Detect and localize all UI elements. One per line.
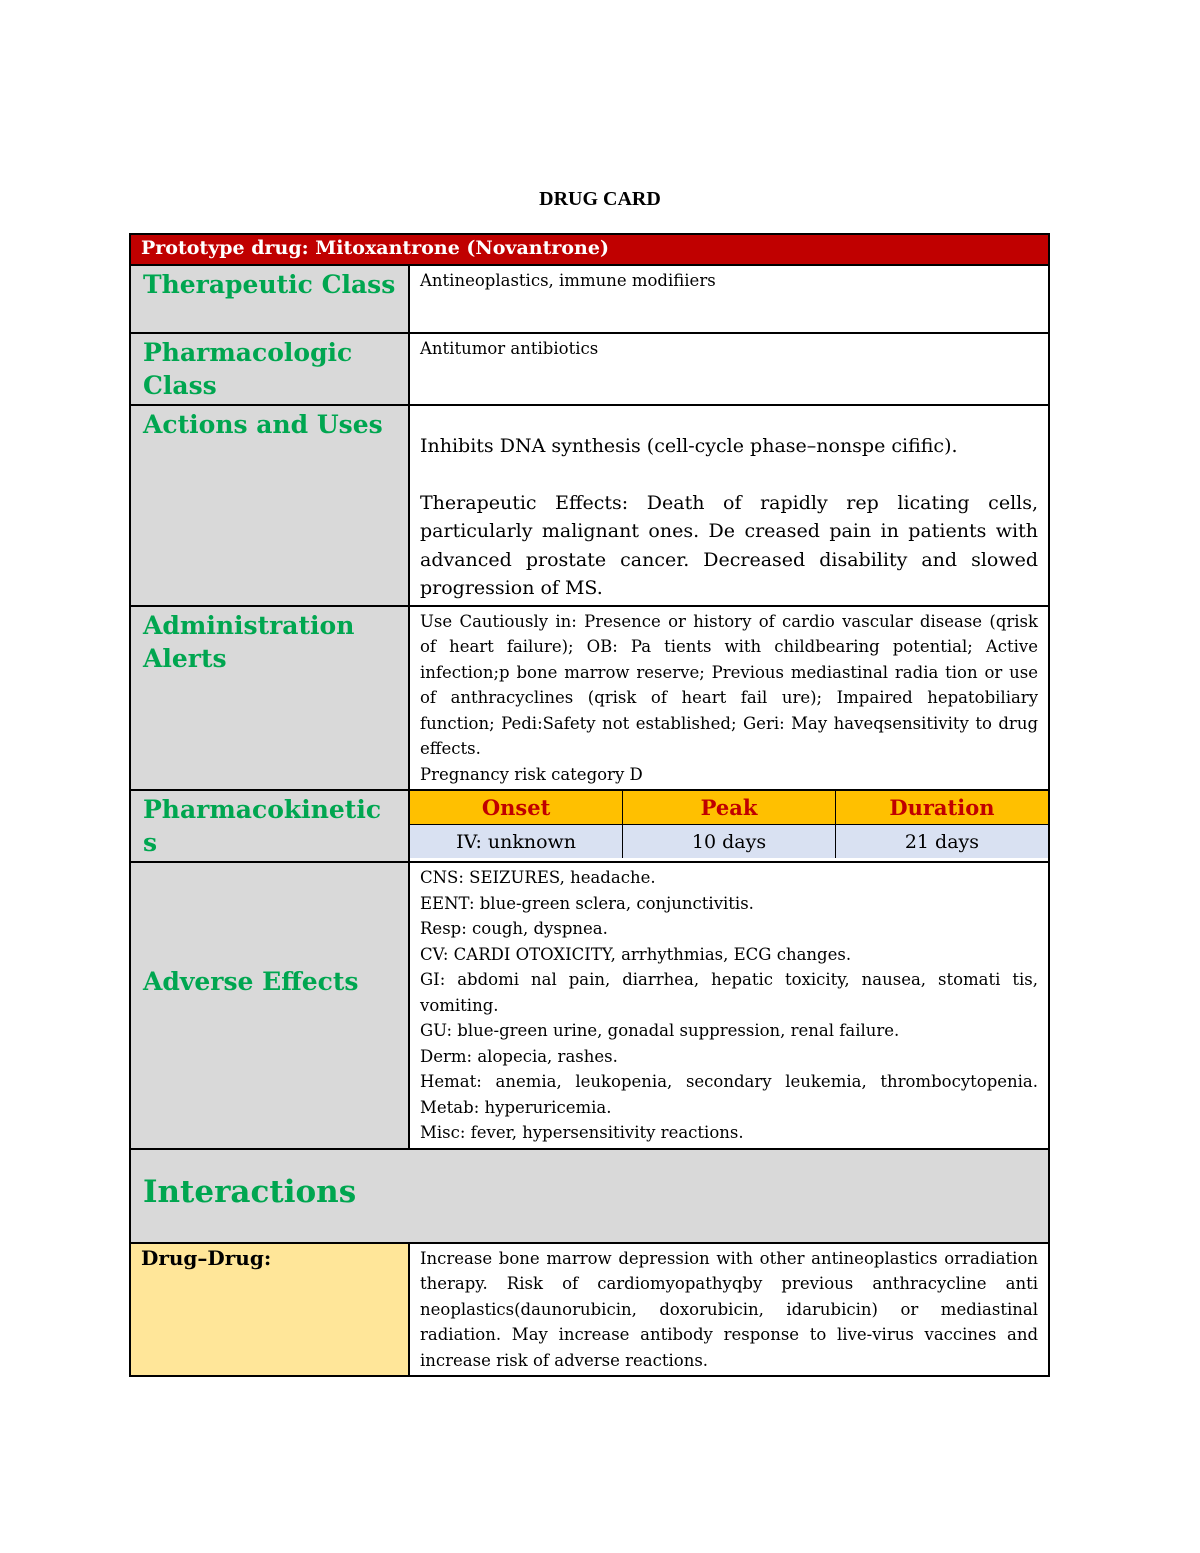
adverse-gi: GI: abdomi nal pain, diarrhea, hepatic toxicity, nausea, stomati tis, vomiting. <box>420 970 1039 1015</box>
prototype-header <box>130 234 1049 265</box>
pk-header-peak: Peak <box>623 791 836 825</box>
adverse-misc: Misc: fever, hypersensitivity reactions. <box>420 1123 744 1142</box>
therapeutic-class-row <box>130 265 1049 333</box>
adverse-eent: EENT: blue-green sclera, conjunctivitis. <box>420 893 754 913</box>
adverse-effects-row <box>130 862 1049 1149</box>
interactions-row <box>130 1149 1049 1243</box>
actions-uses-label: Actions and Uses <box>130 405 409 606</box>
administration-alerts-label: Administration Alerts <box>130 606 409 791</box>
prototype-row <box>130 234 1049 265</box>
drug-drug-value: Increase bone marrow depression with other antineoplastics orradiation therapy. Risk of cardiomyopathyqby previous anthracycline anti neoplastics(daunorubicin, doxorubicin, idarubicin) or mediastinal radiation. May increase antibody response to live-virus vaccines and increase risk of adverse reactions. <box>409 1243 1049 1377</box>
adverse-hemat: Hemat: anemia, leukopenia, secondary leukemia, thrombocytopenia. Metab: hyperuricemia. <box>420 1072 1039 1117</box>
pharmacokinetics-cell <box>409 790 1049 862</box>
pharmacokinetics-label: Pharmacokinetic s <box>130 790 409 862</box>
adverse-effects-value <box>409 862 1049 1149</box>
adverse-resp: Resp: cough, dyspnea. <box>420 919 608 938</box>
drug-drug-row <box>130 1243 1049 1377</box>
pharmacologic-class-label: Pharmacologic Class <box>130 333 409 405</box>
adverse-gu: GU: blue-green urine, gonadal suppression, renal failure. <box>420 1021 900 1040</box>
drug-drug-label: Drug–Drug: <box>130 1243 409 1377</box>
administration-alerts-row <box>130 606 1049 791</box>
adverse-cv: CV: CARDI OTOXICITY, arrhythmias, ECG changes. <box>420 944 852 964</box>
therapeutic-class-value: Antineoplastics, immune modifiiers <box>409 265 1049 333</box>
actions-therapeutic-effects: Therapeutic Effects: Death of rapidly rep licating cells, particularly malignant ones. De creased pain in patients with advanced prostate cancer. Decreased disability and slowed progression of MS. <box>420 491 1039 599</box>
pk-header-onset: Onset <box>410 791 623 825</box>
page-title: DRUG CARD <box>539 188 661 210</box>
actions-uses-value <box>409 405 1049 606</box>
adverse-derm: Derm: alopecia, rashes. <box>420 1046 618 1066</box>
interactions-heading: Interactions <box>130 1149 1049 1243</box>
administration-alerts-value <box>409 606 1049 791</box>
pk-value-duration: 21 days <box>835 825 1048 859</box>
pk-header-duration: Duration <box>835 791 1048 825</box>
pharmacologic-class-row <box>130 333 1049 405</box>
pharmacokinetics-table <box>410 791 1048 858</box>
pk-value-onset: IV: unknown <box>410 825 623 859</box>
prototype-label: Prototype drug: <box>141 237 309 259</box>
prototype-value: Mitoxantrone (Novantrone) <box>315 237 609 259</box>
administration-alerts-text: Use Cautiously in: Presence or history of cardio vascular disease (qrisk of heart failure); OB: Pa tients with childbearing potential; Active infection;p bone marrow reserve; Previous mediastinal radia tion or use of anthracyclines (qrisk of heart fail ure); Impaired hepatobiliary function; Pedi:Safety not established; Geri: May haveqsensitivity to drug effects. <box>420 611 1039 758</box>
therapeutic-class-label: Therapeutic Class <box>130 265 409 333</box>
adverse-effects-label: Adverse Effects <box>130 862 409 1149</box>
actions-uses-row <box>130 405 1049 606</box>
pharmacologic-class-value: Antitumor antibiotics <box>409 333 1049 405</box>
pk-value-peak: 10 days <box>623 825 836 859</box>
pregnancy-category: Pregnancy risk category D <box>420 764 643 784</box>
adverse-cns: CNS: SEIZURES, headache. <box>420 868 656 887</box>
actions-mechanism: Inhibits DNA synthesis (cell-cycle phase–nonspe cifific). <box>420 435 958 457</box>
pharmacokinetics-row <box>130 790 1049 862</box>
drug-card-table <box>129 233 1050 1377</box>
